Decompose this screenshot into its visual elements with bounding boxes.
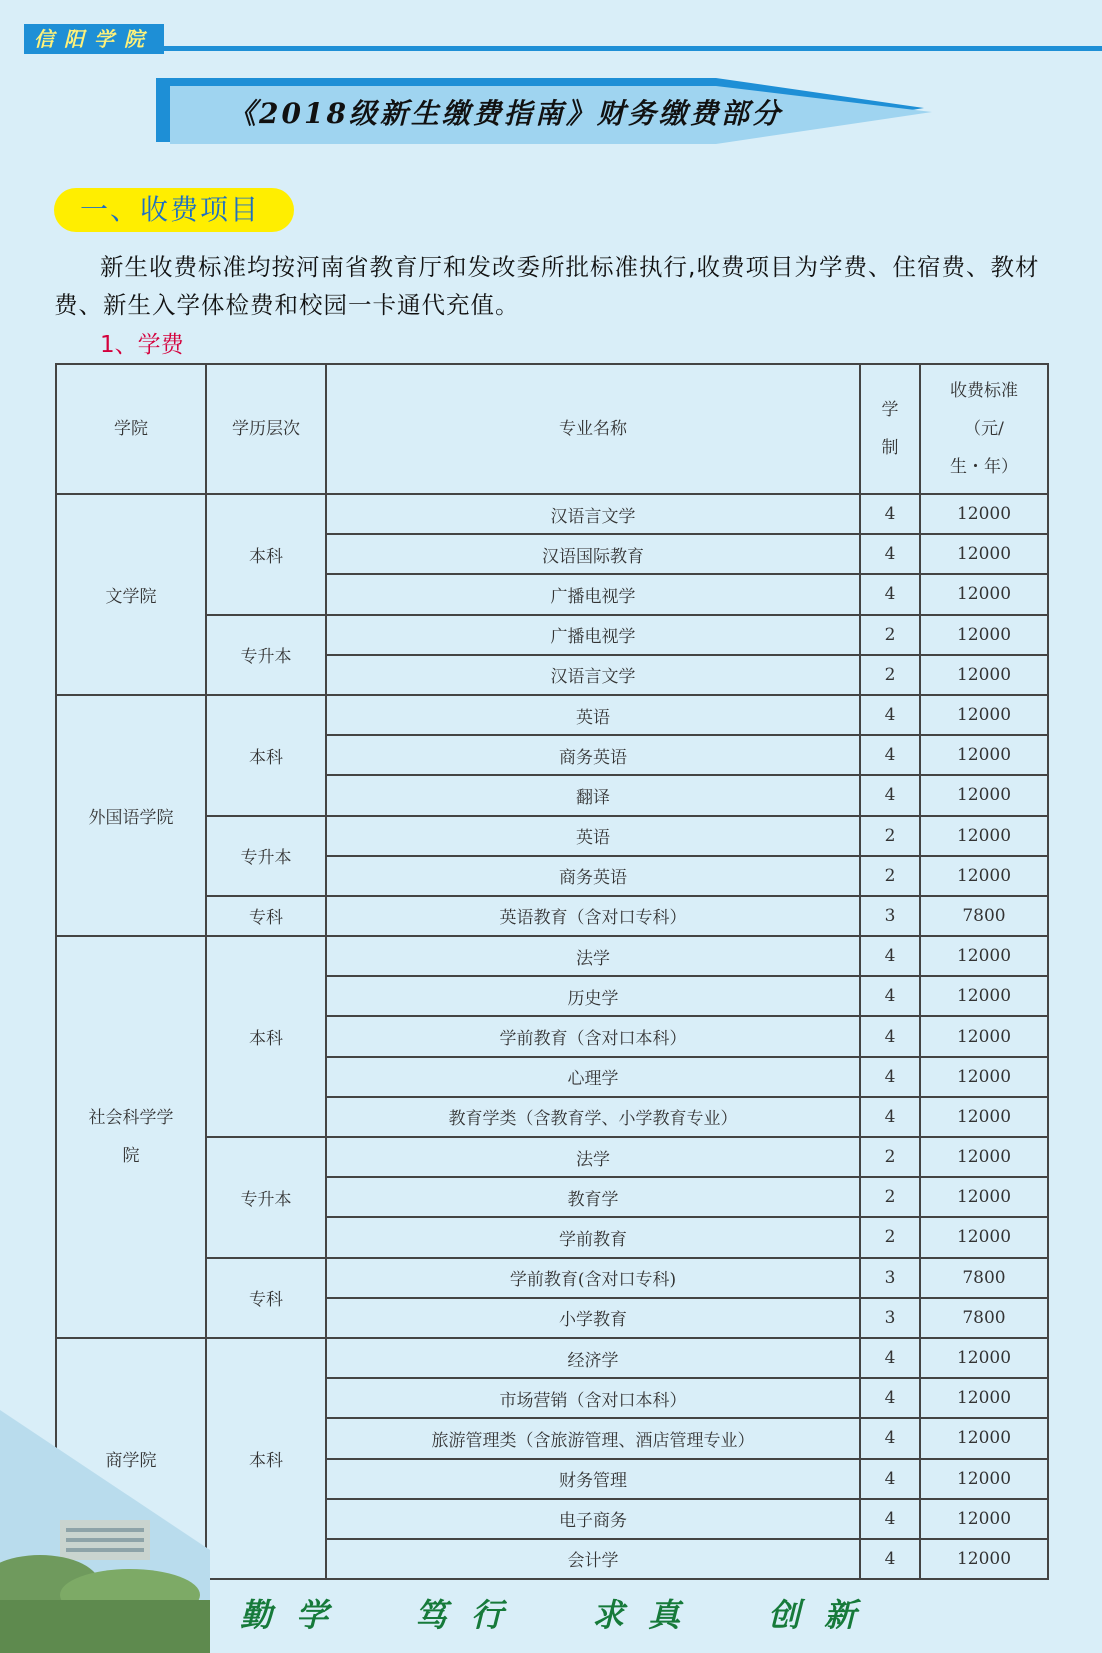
major-cell: 教育学 <box>326 1177 860 1217</box>
intro-paragraph: 新生收费标准均按河南省教育厅和发改委所批标准执行,收费项目为学费、住宿费、教材费、新生入学体检费和校园一卡通代充值。 <box>54 253 1040 319</box>
major-cell: 汉语国际教育 <box>326 534 860 574</box>
college-name-line2: 院 <box>122 1146 140 1166</box>
fee-cell: 12000 <box>920 1016 1048 1056</box>
fee-cell: 12000 <box>920 494 1048 534</box>
major-cell: 法学 <box>326 1137 860 1177</box>
fee-cell: 12000 <box>920 1217 1048 1257</box>
years-cell: 3 <box>860 1298 920 1338</box>
years-cell: 2 <box>860 655 920 695</box>
fee-cell: 7800 <box>920 1298 1048 1338</box>
motto-word-3: 求真 <box>592 1596 705 1634</box>
major-cell: 历史学 <box>326 976 860 1016</box>
years-cell: 2 <box>860 1177 920 1217</box>
major-cell: 经济学 <box>326 1338 860 1378</box>
major-cell: 心理学 <box>326 1057 860 1097</box>
major-cell: 学前教育 <box>326 1217 860 1257</box>
campus-photo-decoration <box>0 1410 210 1653</box>
header-level: 学历层次 <box>206 364 326 494</box>
level-cell: 专科 <box>206 896 326 936</box>
major-cell: 市场营销（含对口本科） <box>326 1378 860 1418</box>
years-cell: 4 <box>860 1418 920 1458</box>
header-fee-line1: 收费标准 <box>950 381 1018 401</box>
table-row <box>56 695 1048 735</box>
fee-cell: 12000 <box>920 695 1048 735</box>
banner-title: 《2018级新生缴费指南》财务缴费部分 <box>228 97 783 130</box>
header-fee <box>920 364 1048 494</box>
fee-cell: 12000 <box>920 1338 1048 1378</box>
years-cell: 4 <box>860 735 920 775</box>
years-cell: 2 <box>860 816 920 856</box>
motto-word-1: 勤学 <box>240 1596 353 1634</box>
major-cell: 商务英语 <box>326 856 860 896</box>
years-cell: 4 <box>860 1057 920 1097</box>
major-cell: 英语 <box>326 816 860 856</box>
motto-word-4: 创新 <box>768 1596 881 1634</box>
title-banner <box>156 78 976 150</box>
fee-cell: 12000 <box>920 856 1048 896</box>
fee-cell: 12000 <box>920 1177 1048 1217</box>
years-cell: 4 <box>860 936 920 976</box>
major-cell: 广播电视学 <box>326 615 860 655</box>
years-cell: 4 <box>860 1459 920 1499</box>
header-major: 专业名称 <box>326 364 860 494</box>
years-cell: 2 <box>860 1217 920 1257</box>
fee-cell: 12000 <box>920 1539 1048 1579</box>
years-cell: 4 <box>860 534 920 574</box>
fee-cell: 12000 <box>920 655 1048 695</box>
fee-cell: 12000 <box>920 1057 1048 1097</box>
school-name-tag: 信阳学院 <box>24 24 164 54</box>
major-cell: 学前教育（含对口本科） <box>326 1016 860 1056</box>
years-cell: 4 <box>860 976 920 1016</box>
section-heading: 一、收费项目 <box>54 188 294 232</box>
level-cell: 专升本 <box>206 615 326 695</box>
years-cell: 4 <box>860 1378 920 1418</box>
years-cell: 2 <box>860 1137 920 1177</box>
fee-cell: 12000 <box>920 1499 1048 1539</box>
level-cell: 本科 <box>206 1338 326 1579</box>
table-row <box>56 936 1048 976</box>
fee-cell: 12000 <box>920 936 1048 976</box>
table-row <box>56 494 1048 534</box>
major-cell: 英语教育（含对口专科） <box>326 896 860 936</box>
level-cell: 专科 <box>206 1258 326 1338</box>
motto-word-2: 笃行 <box>415 1596 528 1634</box>
years-cell: 4 <box>860 494 920 534</box>
fee-cell: 12000 <box>920 574 1048 614</box>
header-fee-line3: 生・年） <box>950 457 1018 477</box>
fee-cell: 12000 <box>920 976 1048 1016</box>
header-years <box>860 364 920 494</box>
major-cell: 会计学 <box>326 1539 860 1579</box>
major-cell: 财务管理 <box>326 1459 860 1499</box>
header-fee-line2: （元/ <box>964 419 1004 439</box>
level-cell: 本科 <box>206 695 326 816</box>
fee-cell: 7800 <box>920 1258 1048 1298</box>
fee-cell: 12000 <box>920 1378 1048 1418</box>
fee-cell: 12000 <box>920 775 1048 815</box>
years-cell: 2 <box>860 856 920 896</box>
major-cell: 翻译 <box>326 775 860 815</box>
years-cell: 4 <box>860 1097 920 1137</box>
level-cell: 本科 <box>206 494 326 615</box>
major-cell: 汉语言文学 <box>326 655 860 695</box>
fee-cell: 12000 <box>920 615 1048 655</box>
header-years-line2: 制 <box>881 438 899 458</box>
level-cell: 专升本 <box>206 1137 326 1258</box>
fee-cell: 12000 <box>920 1097 1048 1137</box>
table-header-row <box>56 364 1048 494</box>
fee-cell: 12000 <box>920 735 1048 775</box>
fee-cell: 12000 <box>920 816 1048 856</box>
fee-cell: 12000 <box>920 1418 1048 1458</box>
table-row <box>56 1338 1048 1378</box>
years-cell: 4 <box>860 1499 920 1539</box>
tuition-table <box>55 363 1049 1580</box>
major-cell: 商务英语 <box>326 735 860 775</box>
years-cell: 4 <box>860 1338 920 1378</box>
years-cell: 4 <box>860 1539 920 1579</box>
header-college: 学院 <box>56 364 206 494</box>
major-cell: 英语 <box>326 695 860 735</box>
major-cell: 电子商务 <box>326 1499 860 1539</box>
major-cell: 广播电视学 <box>326 574 860 614</box>
years-cell: 4 <box>860 695 920 735</box>
college-cell <box>56 936 206 1338</box>
sub-heading-tuition: 1、学费 <box>100 332 184 358</box>
fee-cell: 12000 <box>920 534 1048 574</box>
fee-cell: 12000 <box>920 1459 1048 1499</box>
years-cell: 4 <box>860 775 920 815</box>
major-cell: 小学教育 <box>326 1298 860 1338</box>
years-cell: 3 <box>860 896 920 936</box>
years-cell: 3 <box>860 1258 920 1298</box>
college-cell: 文学院 <box>56 494 206 695</box>
header-years-line1: 学 <box>881 400 899 420</box>
major-cell: 汉语言文学 <box>326 494 860 534</box>
years-cell: 4 <box>860 1016 920 1056</box>
years-cell: 2 <box>860 615 920 655</box>
fee-cell: 7800 <box>920 896 1048 936</box>
level-cell: 专升本 <box>206 816 326 896</box>
major-cell: 学前教育(含对口专科) <box>326 1258 860 1298</box>
fee-cell: 12000 <box>920 1137 1048 1177</box>
years-cell: 4 <box>860 574 920 614</box>
major-cell: 旅游管理类（含旅游管理、酒店管理专业） <box>326 1418 860 1458</box>
level-cell: 本科 <box>206 936 326 1137</box>
college-cell: 商学院 <box>56 1338 206 1579</box>
header-rule <box>160 46 1102 51</box>
major-cell: 教育学类（含教育学、小学教育专业） <box>326 1097 860 1137</box>
major-cell: 法学 <box>326 936 860 976</box>
college-cell: 外国语学院 <box>56 695 206 936</box>
college-name-line1: 社会科学学 <box>88 1108 174 1128</box>
